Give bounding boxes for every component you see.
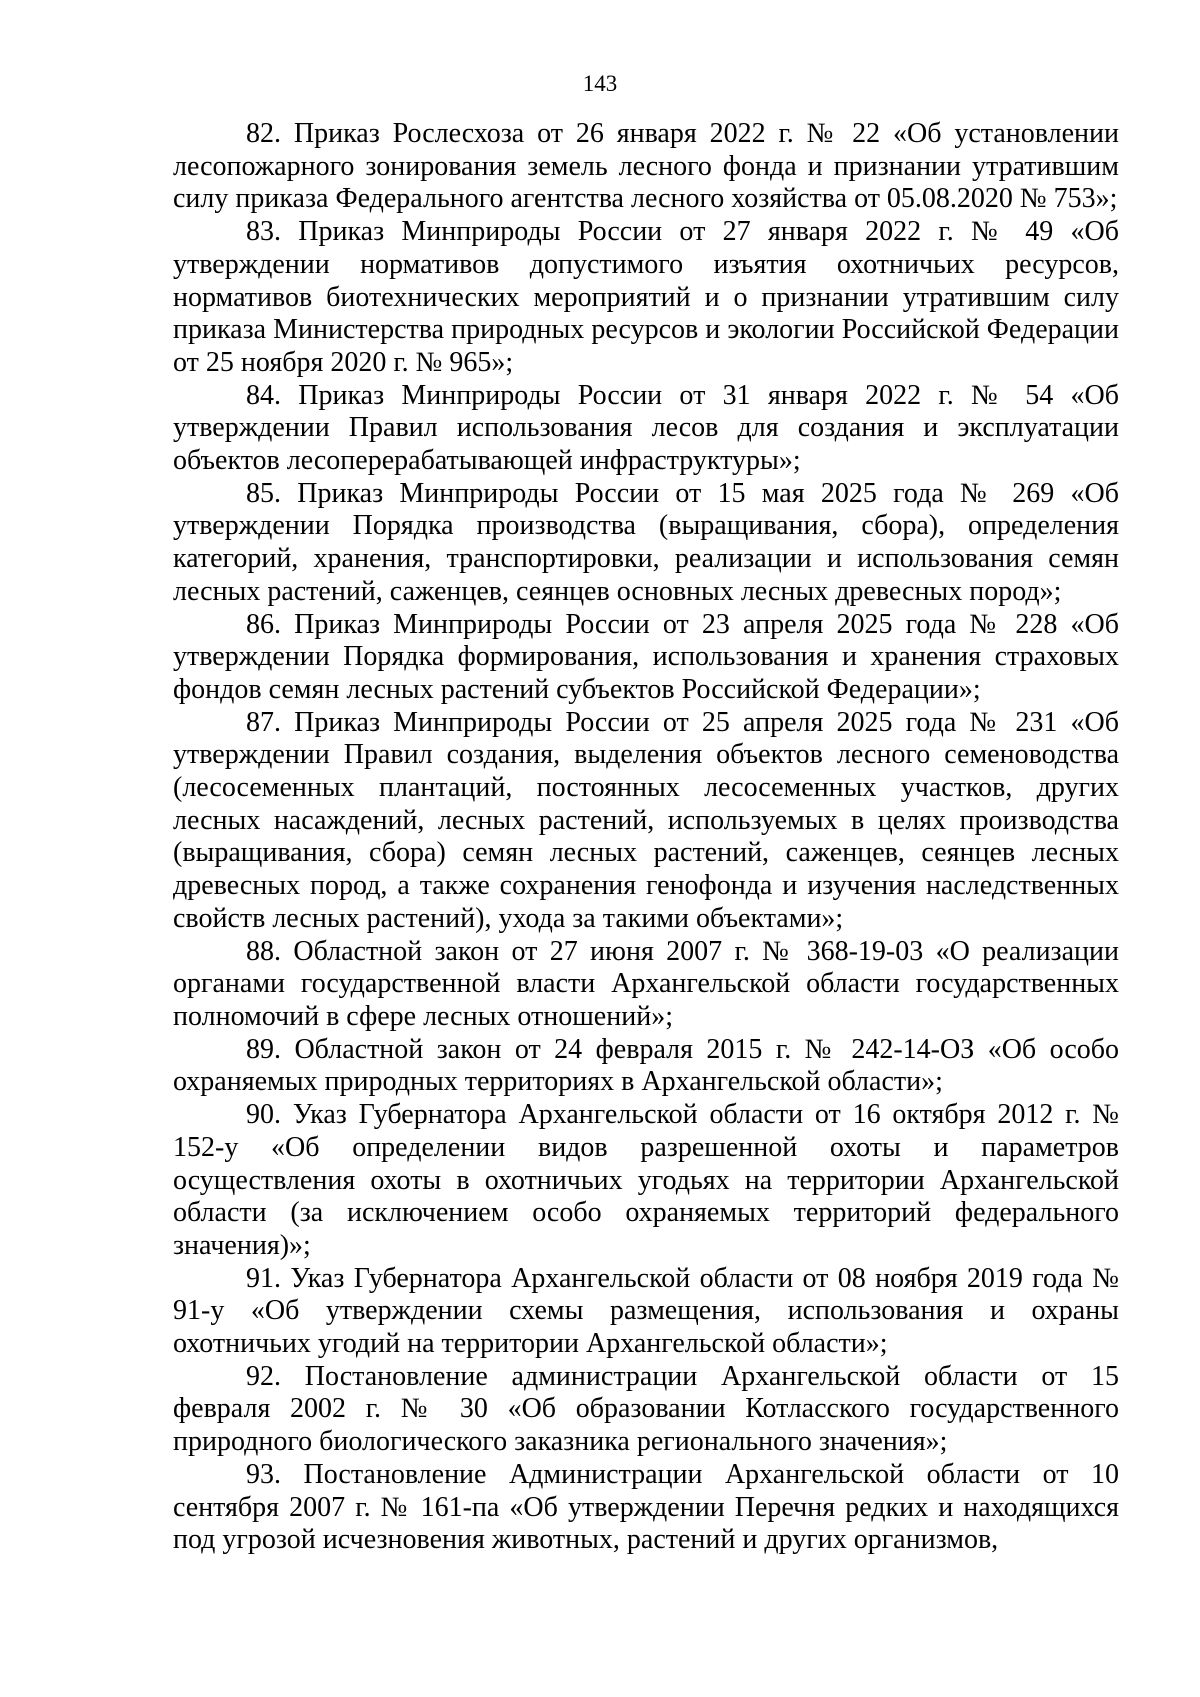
list-item: 82. Приказ Рослесхоза от 26 января 2022 г. № 22 «Об установлении лесопожарного зонирования земель лесного фонда и признании утратившим силу приказа Федерального агентства лесного хозяйства от 05.08.2020 № 753»; bbox=[173, 118, 1119, 215]
list-item: 84. Приказ Минприроды России от 31 января 2022 г. № 54 «Об утверждении Правил использования лесов для создания и эксплуатации объектов лесоперерабатывающей инфраструктуры»; bbox=[173, 379, 1119, 477]
list-item: 90. Указ Губернатора Архангельской области от 16 октября 2012 г. № 152-у «Об определении видов разрешенной охоты и параметров осуществления охоты в охотничьих угодьях на территории Архангельской области (за исключением особо охраняемых территорий федерального значения)»; bbox=[173, 1099, 1119, 1261]
list-item: 86. Приказ Минприроды России от 23 апреля 2025 года № 228 «Об утверждении Порядка формирования, использования и хранения страховых фондов семян лесных растений субъектов Российской Федерации»; bbox=[173, 608, 1119, 705]
list-item: 87. Приказ Минприроды России от 25 апреля 2025 года № 231 «Об утверждении Правил создания, выделения объектов лесного семеноводства (лесосеменных плантаций, постоянных лесосеменных участков, других лесных насаждений, лесных растений, используемых в целях производства (выращивания, сбора) семян лесных растений, саженцев, сеянцев лесных древесных пород, а также сохранения генофонда и изучения наследственных свойств лесных растений), ухода за такими объектами»; bbox=[173, 706, 1119, 934]
list-item: 93. Постановление Администрации Архангельской области от 10 сентября 2007 г. № 161-па «Об утверждении Перечня редких и находящихся под угрозой исчезновения животных, растений и других организмов, bbox=[173, 1458, 1119, 1556]
page-number: 143 bbox=[582, 71, 618, 96]
list-item: 85. Приказ Минприроды России от 15 мая 2025 года № 269 «Об утверждении Порядка производства (выращивания, сбора), определения категорий, хранения, транспортировки, реализации и использования семян лесных растений, саженцев, сеянцев основных лесных древесных пород»; bbox=[173, 477, 1119, 607]
list-item: 83. Приказ Минприроды России от 27 января 2022 г. № 49 «Об утверждении нормативов допустимого изъятия охотничьих ресурсов, нормативов биотехнических мероприятий и о признании утратившим силу приказа Министерства природных ресурсов и экологии Российской Федерации от 25 ноября 2020 г. № 965»; bbox=[173, 216, 1119, 378]
list-item: 89. Областной закон от 24 февраля 2015 г. № 242-14-ОЗ «Об особо охраняемых природных территориях в Архангельской области»; bbox=[173, 1033, 1119, 1098]
document-body bbox=[173, 118, 1119, 1557]
list-item: 91. Указ Губернатора Архангельской области от 08 ноября 2019 года № 91-у «Об утверждении схемы размещения, использования и охраны охотничьих угодий на территории Архангельской области»; bbox=[173, 1262, 1119, 1360]
list-item: 88. Областной закон от 27 июня 2007 г. № 368-19-03 «О реализации органами государственной власти Архангельской области государственных полномочий в сфере лесных отношений»; bbox=[173, 935, 1119, 1032]
list-item: 92. Постановление администрации Архангельской области от 15 февраля 2002 г. № 30 «Об образовании Котласского государственного природного биологического заказника регионального значения»; bbox=[173, 1360, 1119, 1458]
